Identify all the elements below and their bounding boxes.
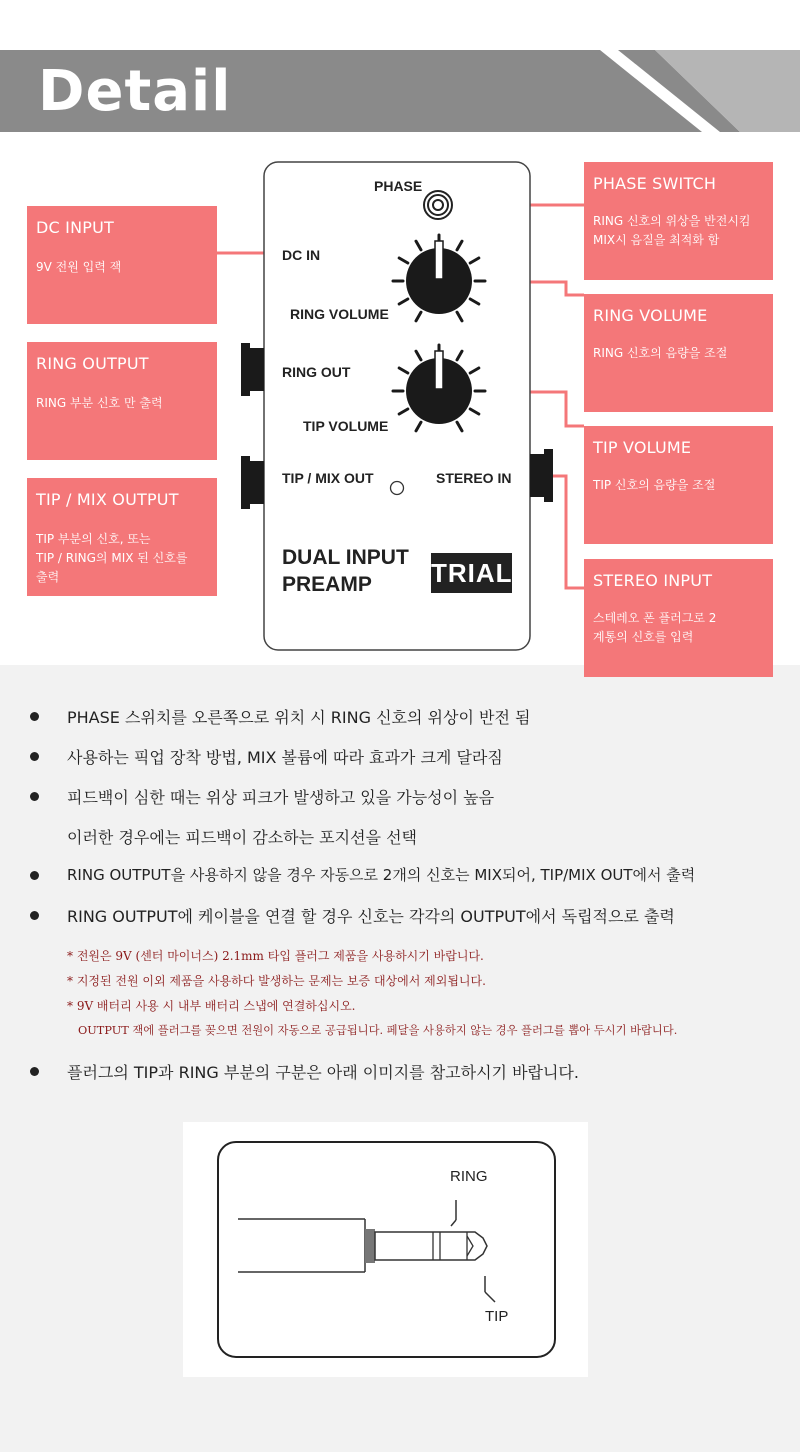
note-line: RING OUTPUT에 케이블을 연결 할 경우 신호는 각각의 OUTPUT에서 독립적으로 출력 bbox=[67, 907, 675, 926]
warning-line: * 전원은 9V (센터 마이너스) 2.1mm 타입 플러그 제품을 사용하시기 바랍니다. bbox=[67, 949, 484, 963]
ring-out-label: RING OUT bbox=[282, 364, 351, 380]
callout-body-line2: TIP / RING의 MIX 된 신호를 bbox=[36, 551, 188, 565]
callout-phase-switch bbox=[584, 162, 773, 280]
bullet-icon bbox=[30, 752, 39, 761]
callout-body: TIP 신호의 음량을 조절 bbox=[593, 478, 716, 492]
callout-title: RING VOLUME bbox=[593, 306, 708, 325]
tip-mix-out-label: TIP / MIX OUT bbox=[282, 470, 374, 486]
dc-in-label: DC IN bbox=[282, 247, 321, 263]
callout-ring-output bbox=[27, 342, 217, 460]
trial-logo: TRIAL bbox=[431, 553, 512, 593]
callout-title: RING OUTPUT bbox=[36, 354, 149, 373]
callout-stereo-input bbox=[584, 559, 773, 677]
banner-title: Detail bbox=[38, 59, 232, 124]
bullet-icon bbox=[30, 1067, 39, 1076]
callout-dc-input bbox=[27, 206, 217, 324]
note-line: 플러그의 TIP과 RING 부분의 구분은 아래 이미지를 참고하시기 바랍니다. bbox=[67, 1063, 579, 1082]
callout-body-line1: TIP 부분의 신호, 또는 bbox=[36, 532, 151, 546]
callout-ring-volume bbox=[584, 294, 773, 412]
warning-line: * 9V 배터리 사용 시 내부 배터리 스냅에 연결하십시오. bbox=[67, 999, 356, 1013]
ring-volume-label: RING VOLUME bbox=[290, 306, 389, 322]
bullet-icon bbox=[30, 911, 39, 920]
tip-label: TIP bbox=[485, 1308, 509, 1325]
bullet-icon bbox=[30, 792, 39, 801]
callout-body: RING 부분 신호 만 출력 bbox=[36, 396, 163, 410]
callout-body: RING 신호의 음량을 조절 bbox=[593, 346, 728, 360]
callout-body-line2: MIX시 음질을 최적화 함 bbox=[593, 233, 720, 247]
callout-body: 9V 전원 입력 잭 bbox=[36, 260, 122, 274]
callout-body-line1: 스테레오 폰 플러그로 2 bbox=[593, 611, 717, 625]
callout-tip-mix-output bbox=[27, 478, 217, 596]
callout-body-line1: RING 신호의 위상을 반전시킴 bbox=[593, 214, 751, 228]
plug-graphic bbox=[183, 1122, 588, 1377]
warning-line: OUTPUT 잭에 플러그를 꽂으면 전원이 자동으로 공급됩니다. 페달을 사용하지 않는 경우 플러그를 뽑아 두시기 바랍니다. bbox=[78, 1024, 678, 1037]
tip-volume-label: TIP VOLUME bbox=[303, 418, 389, 434]
callout-title: DC INPUT bbox=[36, 218, 114, 237]
warning-line: * 지정된 전원 이외 제품을 사용하다 발생하는 문제는 보증 대상에서 제외됩니다. bbox=[67, 974, 486, 988]
ring-label: RING bbox=[450, 1168, 488, 1185]
plug-diagram bbox=[183, 1122, 588, 1377]
callout-body-line3: 출력 bbox=[36, 570, 60, 584]
callout-title: TIP VOLUME bbox=[593, 438, 692, 457]
note-line: RING OUTPUT을 사용하지 않을 경우 자동으로 2개의 신호는 MIX되어, TIP/MIX OUT에서 출력 bbox=[67, 866, 696, 884]
pedal-name-line1: DUAL INPUT bbox=[282, 546, 409, 569]
callout-title: STEREO INPUT bbox=[593, 571, 713, 590]
callout-title: PHASE SWITCH bbox=[593, 174, 717, 193]
callout-tip-volume bbox=[584, 426, 773, 544]
bullet-icon bbox=[30, 712, 39, 721]
phase-label: PHASE bbox=[374, 178, 423, 194]
note-line: 사용하는 픽업 장착 방법, MIX 볼륨에 따라 효과가 크게 달라짐 bbox=[67, 748, 503, 767]
note-line: PHASE 스위치를 오른쪽으로 위치 시 RING 신호의 위상이 반전 됨 bbox=[67, 708, 531, 727]
callout-body-line2: 계통의 신호를 입력 bbox=[593, 630, 694, 644]
note-line: 이러한 경우에는 피드백이 감소하는 포지션을 선택 bbox=[67, 828, 418, 847]
bullet-icon bbox=[30, 871, 39, 880]
note-line: 피드백이 심한 때는 위상 피크가 발생하고 있을 가능성이 높음 bbox=[67, 788, 495, 807]
callout-title: TIP / MIX OUTPUT bbox=[36, 490, 179, 509]
stereo-in-label: STEREO IN bbox=[436, 470, 512, 486]
pedal-name-line2: PREAMP bbox=[282, 573, 372, 596]
